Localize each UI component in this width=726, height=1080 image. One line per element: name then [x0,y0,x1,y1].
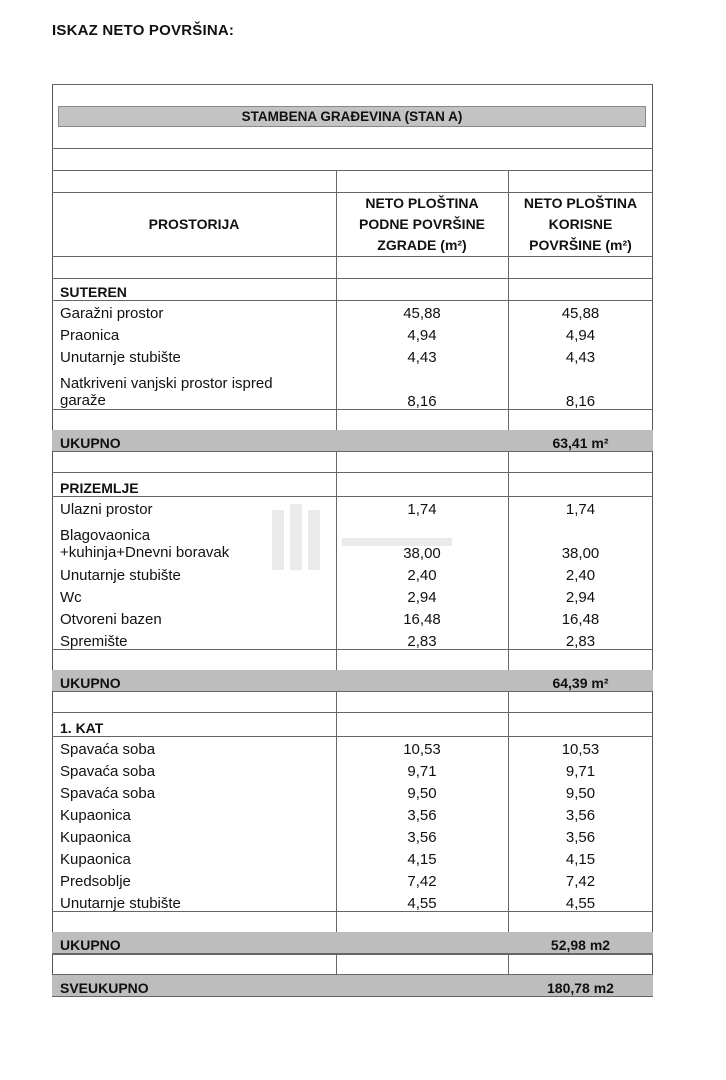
grand-total-label: SVEUKUPNO [60,980,149,996]
net-usable-value: 4,94 [565,327,596,344]
net-usable-value: 2,40 [565,567,596,584]
room-name: Praonica [60,327,120,344]
room-name [52,366,336,410]
room-name: Spremište [60,633,128,650]
room-name: Kupaonica [60,829,131,846]
header-net-floor-line: PODNE POVRŠINE [358,215,486,232]
net-floor-value: 4,55 [407,895,437,912]
net-floor-value: 9,50 [407,785,437,802]
header-net-usable-line: NETO PLOŠTINA [523,194,638,211]
net-usable-value: 10,53 [561,741,600,758]
section-row [52,474,653,496]
total-spacer [336,932,508,953]
net-floor-value: 10,53 [403,741,441,758]
net-floor-value: 9,71 [407,763,437,780]
table-row [52,562,653,584]
total-value: 64,39 m² [552,675,609,691]
net-usable-value: 4,15 [565,851,596,868]
net-usable-value: 8,16 [565,393,596,410]
net-floor-value: 2,40 [407,567,437,584]
header-net-floor-area [336,192,508,256]
table-row [52,518,653,562]
room-name-line: +kuhinja+Dnevni boravak [60,544,230,561]
net-usable-value: 4,55 [565,895,596,912]
net-floor-value: 4,15 [407,851,437,868]
net-usable-value: 9,50 [565,785,596,802]
table-row [52,736,653,758]
room-name: Unutarnje stubište [60,567,181,584]
header-net-usable-area [508,192,653,256]
row-divider [52,170,653,171]
net-usable-value: 3,56 [565,807,596,824]
total-row [52,430,653,451]
room-name-line: garaže [60,392,106,409]
row-divider [52,451,653,452]
header-net-usable-line: POVRŠINE (m²) [529,236,632,253]
header-net-floor-line: ZGRADE (m²) [377,236,467,253]
header-net-floor-line: NETO PLOŠTINA [365,194,479,211]
table-row [52,780,653,802]
net-usable-value: 2,83 [565,633,596,650]
row-divider [52,954,653,955]
total-row [52,932,653,953]
room-name: Kupaonica [60,807,131,824]
total-value: 52,98 m2 [550,937,611,953]
net-usable-value: 7,42 [565,873,596,890]
row-divider [52,84,653,85]
net-floor-value: 16,48 [403,611,441,628]
net-usable-value: 3,56 [565,829,596,846]
row-divider [52,996,653,997]
table-row [52,824,653,846]
room-name-line: Blagovaonica [60,527,151,544]
net-usable-value: 1,74 [565,501,596,518]
header-prostorija: PROSTORIJA [148,215,240,232]
total-label: UKUPNO [60,675,121,691]
total-row [52,670,653,691]
row-divider [52,712,653,713]
net-floor-value: 2,83 [407,633,437,650]
net-floor-value: 3,56 [407,807,437,824]
room-name [52,518,336,562]
total-label: UKUPNO [60,435,121,451]
net-floor-value: 8,16 [407,393,437,410]
room-name: Otvoreni bazen [60,611,162,628]
net-floor-value: 4,43 [407,349,437,366]
net-floor-value: 45,88 [403,305,441,322]
table-row [52,606,653,628]
section-label: SUTEREN [60,284,127,300]
table-row [52,890,653,912]
total-value: 63,41 m² [552,435,609,451]
document-title: ISKAZ NETO POVRŠINA: [52,22,235,39]
section-row [52,278,653,300]
net-floor-value: 4,94 [407,327,437,344]
room-name-line: Natkriveni vanjski prostor ispred [60,375,273,392]
table-row [52,322,653,344]
net-floor-value: 7,42 [407,873,437,890]
row-divider [52,148,653,149]
net-floor-value: 3,56 [407,829,437,846]
total-spacer [336,670,508,691]
room-name: Ulazni prostor [60,501,153,518]
row-divider [52,691,653,692]
header-net-usable-line: KORISNE [548,215,613,232]
table-row [52,758,653,780]
net-usable-value: 16,48 [561,611,600,628]
room-name: Unutarnje stubište [60,349,181,366]
table-row [52,584,653,606]
net-floor-value: 1,74 [407,501,437,518]
total-label: UKUPNO [60,937,121,953]
net-usable-value: 4,43 [565,349,596,366]
table-row [52,802,653,824]
grand-total-value: 180,78 m2 [547,980,614,996]
total-spacer [336,430,508,451]
row-divider [52,472,653,473]
table-row [52,868,653,890]
table-row [52,300,653,322]
table-row [52,344,653,366]
row-divider [52,256,653,257]
room-name: Garažni prostor [60,305,164,322]
room-name: Unutarnje stubište [60,895,181,912]
grand-total-row [52,975,653,996]
table-row [52,846,653,868]
room-name: Wc [60,589,82,606]
net-usable-value: 2,94 [565,589,596,606]
net-floor-value: 2,94 [407,589,437,606]
table-row [52,628,653,650]
room-name: Spavaća soba [60,741,156,758]
net-usable-value: 9,71 [565,763,596,780]
room-name: Spavaća soba [60,785,156,802]
room-name: Spavaća soba [60,763,156,780]
room-name: Predsoblje [60,873,131,890]
table-row [52,496,653,518]
room-name: Kupaonica [60,851,131,868]
net-floor-value: 38,00 [403,545,441,562]
section-label: 1. KAT [60,720,104,736]
section-label: PRIZEMLJE [60,480,139,496]
section-row [52,714,653,736]
table-row [52,366,653,410]
table-banner: STAMBENA GRAĐEVINA (STAN A) [58,106,646,127]
net-usable-value: 38,00 [561,545,600,562]
net-usable-value: 45,88 [561,305,600,322]
grand-total-spacer [336,975,508,996]
